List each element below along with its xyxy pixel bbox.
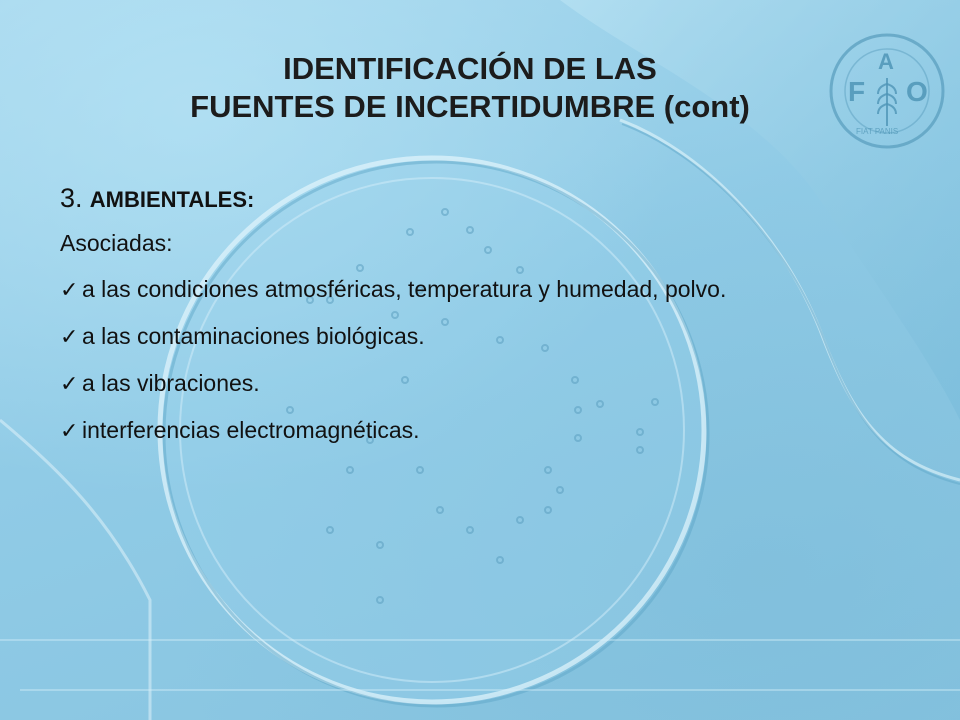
- list-item-text: a las vibraciones.: [82, 370, 260, 396]
- logo-letter-a: A: [878, 49, 894, 74]
- checkmark-icon: ✓: [60, 371, 79, 396]
- slide-title: [40, 50, 900, 126]
- section-number: 3.: [60, 183, 83, 213]
- logo-letter-o: O: [906, 76, 928, 107]
- section-label: AMBIENTALES:: [89, 187, 255, 212]
- wrist-outline: [0, 420, 150, 720]
- title-line-1: IDENTIFICACIÓN DE LAS: [283, 51, 657, 86]
- checkmark-icon: ✓: [60, 277, 79, 302]
- logo-ring-text: FIAT PANIS: [856, 127, 899, 136]
- list-item: [60, 274, 910, 305]
- list-item: [60, 415, 910, 446]
- list-item: [60, 321, 910, 352]
- list-item-text: a las contaminaciones biológicas.: [82, 323, 425, 349]
- bullet-list: [60, 274, 910, 446]
- list-item-text: interferencias electromagnéticas.: [82, 417, 420, 443]
- intro-text: Asociadas:: [60, 230, 173, 256]
- slide-body: [60, 178, 910, 462]
- checkmark-icon: ✓: [60, 418, 79, 443]
- title-line-2: FUENTES DE INCERTIDUMBRE (cont): [190, 89, 750, 124]
- checkmark-icon: ✓: [60, 324, 79, 349]
- section-heading: [60, 178, 910, 220]
- wheat-icon: [878, 78, 896, 126]
- logo-letter-f: F: [848, 76, 866, 107]
- fao-logo: [826, 30, 948, 152]
- list-item: [60, 368, 910, 399]
- list-item-text: a las condiciones atmosféricas, temperatura y humedad, polvo.: [82, 276, 727, 302]
